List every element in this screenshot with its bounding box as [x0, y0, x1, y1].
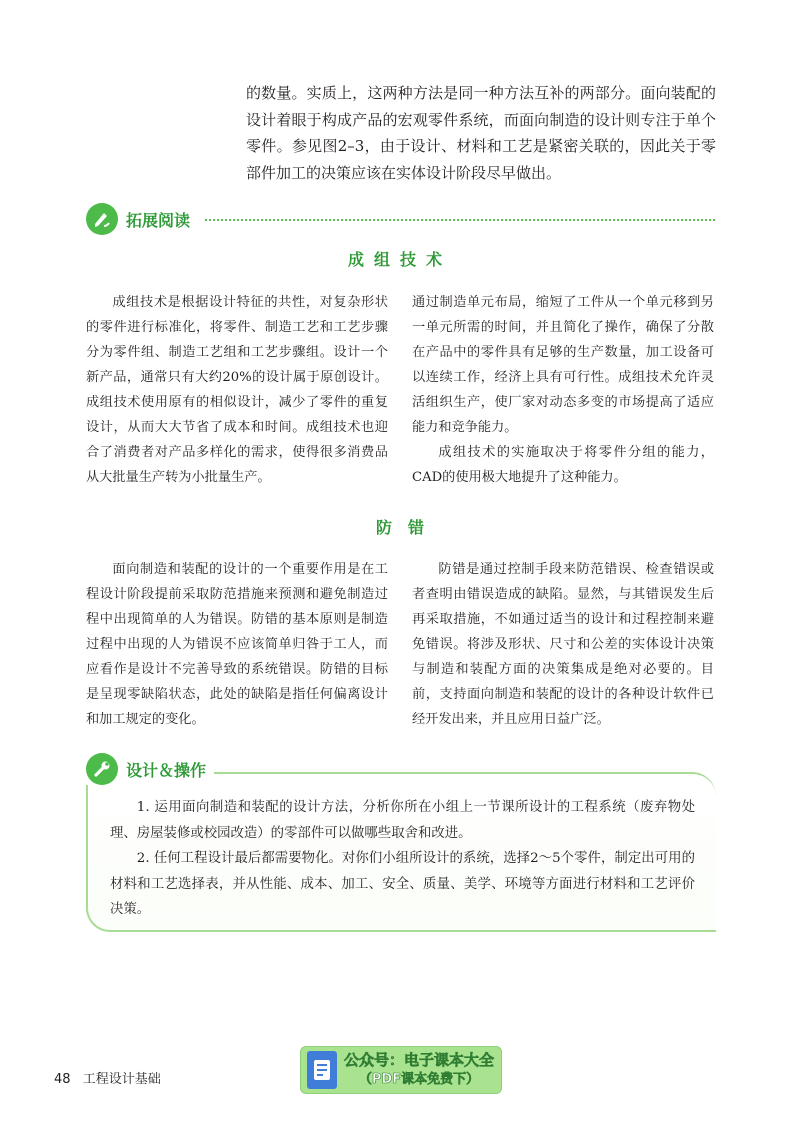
paragraph: 防错是通过控制手段来防范错误、检查错误或者查明由错误造成的缺陷。显然，与其错误发生后再采取措施，不如通过适当的设计和过程控制来避免错误。将涉及形状、尺寸和公差的实体设计决策与制造和装配方面的决策集成是绝对必要的。目前，支持面向制造和装配的设计的各种设计软件已经开发出来，并且应用日益广泛。	[412, 562, 714, 727]
design-operation-items	[110, 795, 695, 923]
error-proofing-left-column	[86, 557, 388, 732]
list-item: 1. 运用面向制造和装配的设计方法，分析你所在小组上一节课所设计的工程系统（废弃物处理、房屋装修或校园改造）的零部件可以做哪些取舍和改进。	[110, 800, 695, 841]
group-technology-left-column	[86, 290, 388, 490]
group-technology-title: 成组技术	[347, 250, 452, 269]
book-title: 工程设计基础	[82, 1072, 161, 1087]
group-technology-right-column	[412, 290, 714, 490]
extended-reading-title: 拓展阅读	[126, 210, 191, 230]
book-logo-icon	[307, 1051, 337, 1089]
page-number: 48	[54, 1072, 71, 1087]
pencil-book-icon	[86, 203, 118, 235]
page-footer	[54, 1068, 161, 1087]
wrench-icon	[86, 753, 118, 785]
extended-reading-header	[86, 203, 190, 235]
paragraph: 成组技术的实施取决于将零件分组的能力，CAD的使用极大地提升了这种能力。	[412, 445, 714, 485]
watermark-badge	[300, 1046, 502, 1094]
section-divider	[205, 219, 715, 221]
watermark-text	[337, 1051, 501, 1089]
list-item: 2. 任何工程设计最后都需要物化。对你们小组所设计的系统，选择2～5个零件，制定出可用的材料和工艺选择表，并从性能、成本、加工、安全、质量、美学、环境等方面进行材料和工艺评价决策。	[110, 851, 695, 917]
paragraph: 成组技术是根据设计特征的共性，对复杂形状的零件进行标准化，将零件、制造工艺和工艺步骤分为零件组、制造工艺组和工艺步骤组。设计一个新产品，通常只有大约20%的设计属于原创设计。成组技术使用原有的相似设计，减少了零件的重复设计，从而大大节省了成本和时间。成组技术也迎合了消费者对产品多样化的需求，使得很多消费品从大批量生产转为小批量生产。	[86, 295, 388, 485]
watermark-line2: （PDF课本免费下）	[358, 1072, 480, 1087]
watermark-line1: 公众号：电子课本大全	[343, 1051, 494, 1069]
paragraph: 通过制造单元布局，缩短了工件从一个单元移到另一单元所需的时间，并且简化了操作，确保了分散在产品中的零件具有足够的生产数量，加工设备可以连续工作，经济上具有可行性。成组技术允许灵活组织生产，使厂家对动态多变的市场提高了适应能力和竞争能力。	[412, 295, 714, 435]
design-operation-title: 设计＆操作	[126, 760, 207, 780]
error-proofing-title: 防 错	[375, 518, 424, 537]
design-operation-header	[86, 753, 214, 785]
error-proofing-right-column	[412, 557, 714, 732]
paragraph: 面向制造和装配的设计的一个重要作用是在工程设计阶段提前采取防范措施来预测和避免制造过程中出现简单的人为错误。防错的基本原则是制造过程中出现的人为错误不应该简单归咎于工人，而应看作是设计不完善导致的系统错误。防错的目标是呈现零缺陷状态，此处的缺陷是指任何偏离设计和加工规定的变化。	[86, 562, 388, 727]
intro-paragraph: 的数量。实质上，这两种方法是同一种方法互补的两部分。面向装配的设计着眼于构成产品的宏观零件系统，而面向制造的设计则专注于单个零件。参见图2–3，由于设计、材料和工艺是紧密关联的，因此关于零部件加工的决策应该在实体设计阶段尽早做出。	[246, 84, 716, 182]
